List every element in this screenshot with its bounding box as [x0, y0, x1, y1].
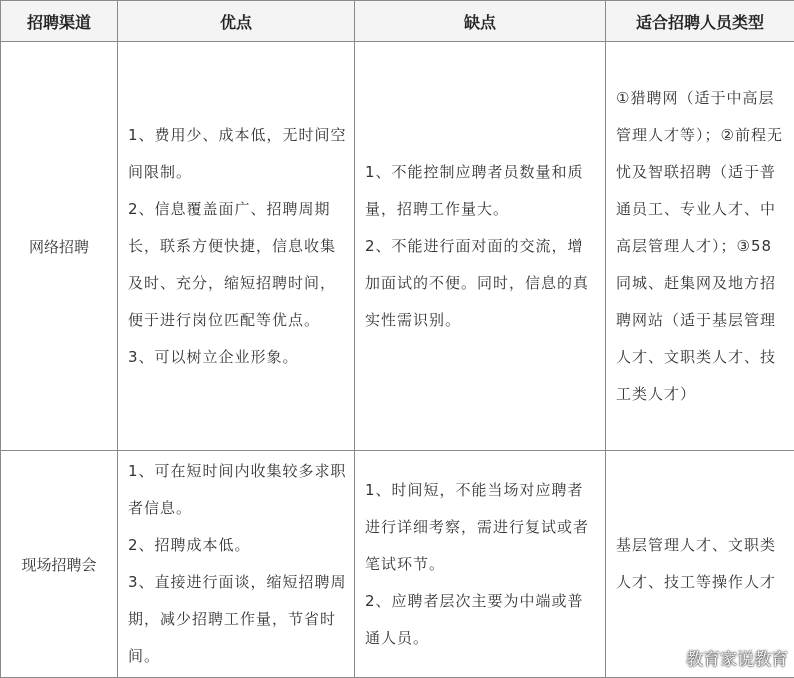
- header-suitable: 适合招聘人员类型: [606, 1, 794, 42]
- channel-cell: 现场招聘会: [1, 451, 118, 678]
- pros-cell: [118, 42, 355, 451]
- cons-cell: [355, 42, 606, 451]
- table-row: [1, 451, 794, 678]
- cons-cell: [355, 451, 606, 678]
- cons-item: 1、时间短，不能当场对应聘者进行详细考察，需进行复试或者笔试环节。: [365, 480, 590, 573]
- header-pros: 优点: [118, 1, 355, 42]
- channel-cell: 网络招聘: [1, 42, 118, 451]
- watermark: 教育家说教育: [686, 650, 788, 670]
- suitable-text: ①猎聘网（适于中高层管理人才等）；②前程无忧及智联招聘（适于普通员工、专业人才、中高层管理人才）；③58同城、赶集网及地方招聘网站（适于基层管理人才、文职类人才、技工类人才）: [616, 88, 783, 403]
- pros-item: 3、直接进行面谈，缩短招聘周期，减少招聘工作量，节省时间。: [128, 573, 347, 665]
- pros-item: 2、信息覆盖面广、招聘周期长，联系方便快捷，信息收集及时、充分，缩短招聘时间，便于进行岗位匹配等优点。: [128, 199, 337, 329]
- suitable-cell: [606, 451, 794, 678]
- table-header-row: [1, 1, 794, 42]
- pros-item: 1、费用少、成本低，无时间空间限制。: [128, 125, 347, 181]
- pros-item: 2、招聘成本低。: [128, 536, 251, 554]
- cons-item: 2、应聘者层次主要为中端或普通人员。: [365, 591, 584, 647]
- pros-item: 3、可以树立企业形象。: [128, 347, 299, 366]
- pros-item: 1、可在短时间内收集较多求职者信息。: [128, 462, 347, 517]
- cons-item: 2、不能进行面对面的交流，增加面试的不便。同时，信息的真实性需识别。: [365, 236, 590, 329]
- header-channel: 招聘渠道: [1, 1, 118, 42]
- pros-cell: [118, 451, 355, 678]
- cons-item: 1、不能控制应聘者员数量和质量，招聘工作量大。: [365, 162, 584, 218]
- header-cons: 缺点: [355, 1, 606, 42]
- suitable-cell: [606, 42, 794, 451]
- table-row: [1, 42, 794, 451]
- suitable-text: 基层管理人才、文职类人才、技工等操作人才: [616, 536, 777, 591]
